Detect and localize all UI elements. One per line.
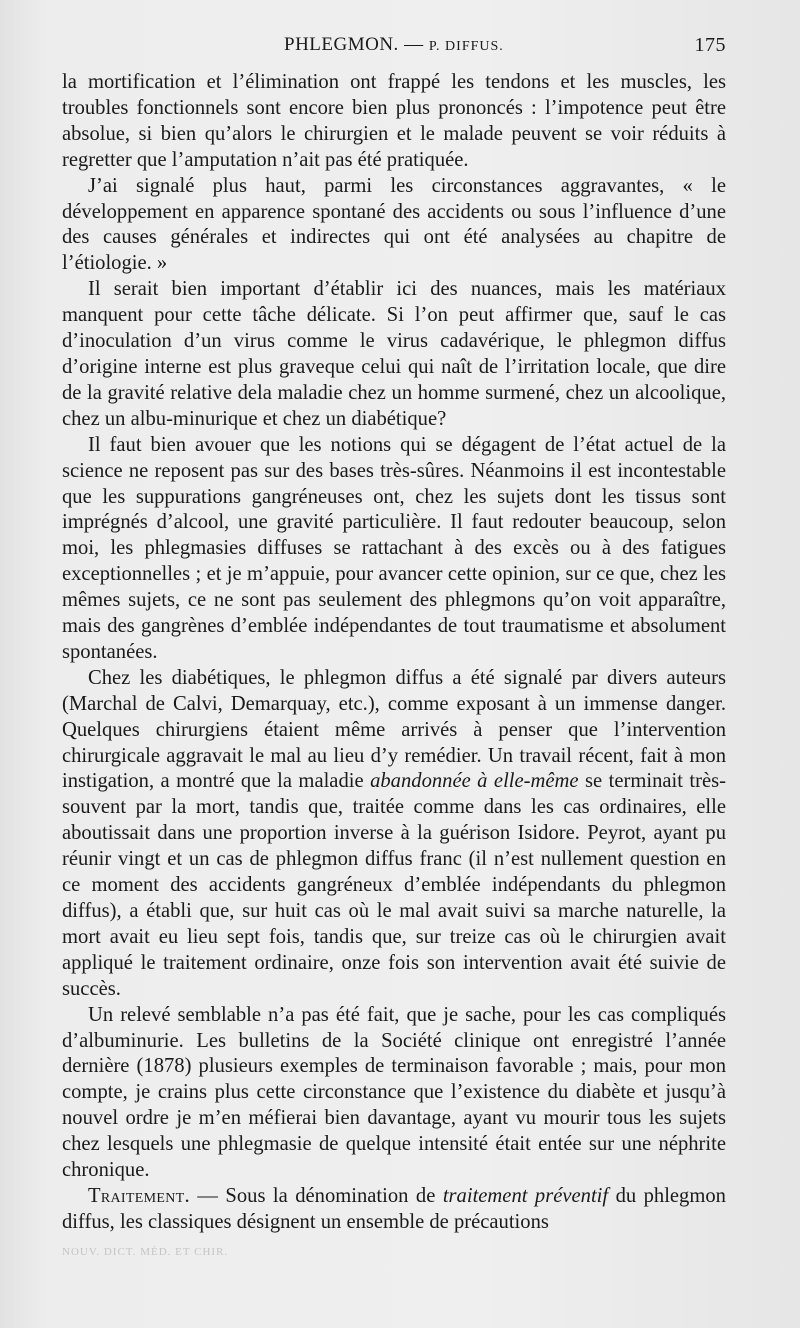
traitement-emphasis: traitement préventif (442, 1184, 609, 1207)
page-number: 175 (694, 34, 726, 56)
paragraph-nuances: Il serait bien important d’établir ici des nuances, mais les matériaux manquent pour cette tâche délicate. Si l’on peut affirmer que, sauf le cas d’inoculation d’un virus comme le virus cadavérique, le phlegmon diffus d’origine interne est plus graveque celui qui naît de l’irritation locale, que dire de la gravité relative dela maladie chez un homme surmené, chez un alcoolique, chez un albu-minurique et chez un diabétique? (62, 278, 726, 430)
traitement-text-2: du phlegmon diffus, les classiques désignent un ensemble de précautions (62, 1184, 726, 1233)
traitement-dash: — (197, 1184, 218, 1207)
running-title (284, 34, 504, 56)
running-head (62, 34, 726, 60)
diabetiques-text-1: Chez les diabétiques, le phlegmon diffus a été signalé par divers auteurs (Marchal de Calvi, Demarquay, etc.), comme exposant à un immense danger. Quelques chirurgiens étaient même arrivés à penser que l’intervention chirurgicale aggravait le mal au lieu d’y remédier. Un travail récent, fait à mon instigation, a montré que la maladie (62, 666, 726, 793)
header-dash: — (404, 34, 424, 55)
paragraph-traitement (62, 1184, 726, 1236)
traitement-heading: Traitement. (88, 1184, 190, 1207)
diabetiques-emphasis: abandonnée à elle-même (370, 770, 579, 793)
paragraph-albuminurie: Un relevé semblable n’a pas été fait, que je sache, pour les cas compliqués d’albuminurie. Les bulletins de la Société clinique ont enregistré l’année dernière (1878) plusieurs exemples de terminaison favorable ; mais, pour mon compte, je crains plus cette circonstance que l’existence du diabète et jusqu’à nouvel ordre je m’en méfierai bien davantage, ayant vu mourir tous les sujets chez lesquels une phlegmasie de quelque intensité était entée sur une néphrite chronique. (62, 1003, 726, 1182)
body-text (62, 70, 726, 1236)
footer-signature-mark: NOUV. DICT. MÉD. ET CHIR. (62, 1246, 229, 1258)
paragraph-diabetiques (62, 666, 726, 1003)
paragraph-continuation: la mortification et l’élimination ont frappé les tendons et les muscles, les troubles fonctionnels sont encore bien plus prononcés : l’impotence peut être absolue, si bien qu’alors le chirurgien et le malade peuvent se voir réduits à regretter que l’amputation n’ait pas été pratiquée. (62, 71, 726, 171)
header-subtitle: P. DIFFUS. (428, 39, 504, 54)
header-title: PHLEGMON. (284, 34, 399, 55)
paragraph-notions: Il faut bien avouer que les notions qui se dégagent de l’état actuel de la science ne reposent pas sur des bases très-sûres. Néanmoins il est incontestable que les suppurations gangréneuses ont, chez les sujets dont les tissus sont imprégnés d’alcool, une gravité particulière. Il faut redouter beaucoup, selon moi, les phlegmasies diffuses se rattachant à des excès ou à des fatigues exceptionnelles ; et je m’appuie, pour avancer cette opinion, sur ce que, chez les mêmes sujets, ce ne sont pas seulement des phlegmons qu’on voit apparaître, mais des gangrènes d’emblée indépendantes de tout traumatisme et absolument spontanées. (62, 433, 726, 663)
diabetiques-text-2: se terminait très-souvent par la mort, tandis que, traitée comme dans les cas ordinaires, elle aboutissait dans une proportion inverse à la guérison Isidore. Peyrot, ayant pu réunir vingt et un cas de phlegmon diffus franc (il n’est nullement question en ce moment des accidents gangréneux d’emblée indépendants du phlegmon diffus), a établi que, sur huit cas où le mal avait suivi sa marche naturelle, la mort avait eu lieu sept fois, tandis que, sur treize cas où le chirurgien avait appliqué le traitement ordinaire, onze fois son intervention avait été suivie de succès. (62, 770, 726, 1000)
paragraph-circonstances: J’ai signalé plus haut, parmi les circonstances aggravantes, « le développement en apparence spontané des accidents ou sous l’influence d’une des causes générales et indirectes qui ont été analysées au chapitre de l’étiologie. » (62, 174, 726, 275)
traitement-text-1: Sous la dénomination de (225, 1184, 436, 1207)
